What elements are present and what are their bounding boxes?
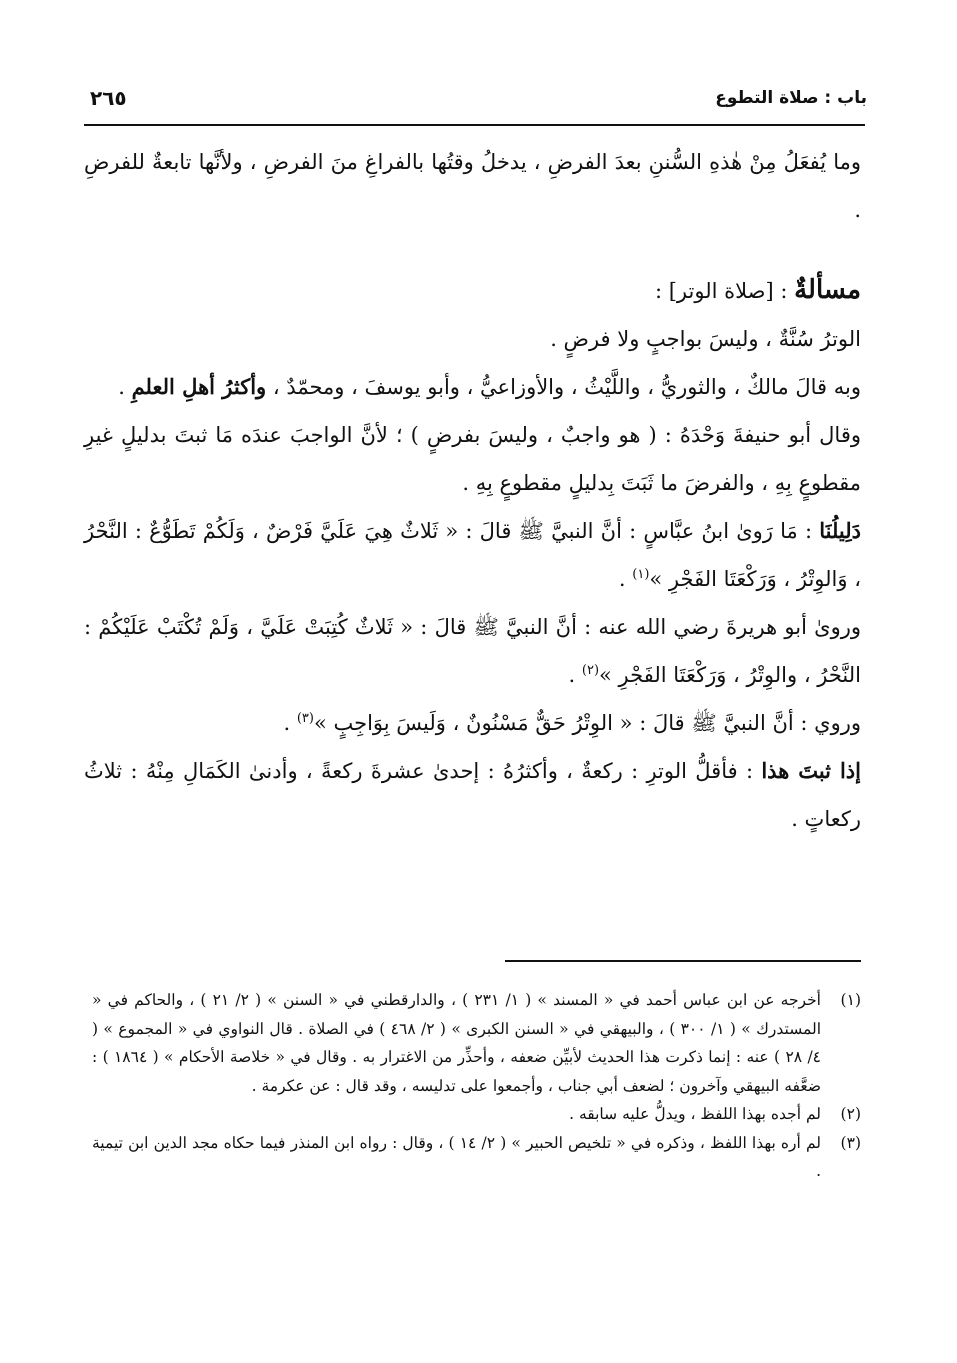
footnote-number: (١) [840, 991, 861, 1009]
evidence-label: دَلِيلُنَا [819, 518, 861, 543]
conclusion-text: : فأقلُّ الوترِ : ركعةٌ ، وأكثرُهُ : إحدىٰ عشرةَ ركعةً ، وأدنىٰ الكَمَالِ مِنْهُ : ثلاثُ ركعاتٍ . [84, 759, 861, 831]
running-header [90, 86, 867, 116]
footnote-number: (٢) [840, 1105, 861, 1123]
footnote-text: لم أجده بهذا اللفظ ، ويدلُّ عليه سابقه . [569, 1105, 821, 1123]
paragraph-intro: وما يُفعَلُ مِنْ هٰذهِ السُّننِ بعدَ الفرضِ ، يدخلُ وقتُها بالفراغِ منَ الفرضِ ، ولأنَّها تابعةٌ للفرضِ . [84, 150, 861, 222]
footnote-number: (٣) [840, 1133, 861, 1152]
scholars-bold: وأكثرُ أهلِ العلمِ [131, 374, 267, 399]
footnote-item [92, 1129, 861, 1186]
evidence-end: . [618, 567, 633, 591]
footnote-item [92, 986, 861, 1100]
footnotes [92, 986, 861, 1186]
evidence-3-text: وروي : أنَّ النبيَّ ﷺ قالَ : « الوِتْرُ حَقٌّ مَسْنُونٌ ، وَلَيسَ بِوَاجِبٍ » [313, 711, 861, 735]
chapter-title: باب : صلاة التطوع [715, 88, 867, 108]
masala-heading [84, 266, 861, 315]
conclusion-label: إذا ثبتَ هذا [761, 758, 861, 783]
footnote-separator [505, 960, 861, 962]
footnote-ref-2[interactable]: (٢) [581, 663, 600, 678]
masala-label: مسألةٌ [794, 275, 861, 305]
paragraph-evidence-3 [84, 699, 861, 747]
evidence-3-end: . [283, 711, 297, 735]
paragraph-ruling: الوترُ سُنَّةٌ ، وليسَ بواجبٍ ولا فرضٍ . [550, 327, 861, 351]
header-rule [84, 124, 865, 126]
paragraph-evidence-2 [84, 603, 861, 699]
footnote-ref-3[interactable]: (٣) [296, 711, 314, 726]
scholars-end: . [118, 375, 132, 399]
paragraph-scholars [84, 363, 861, 411]
evidence-2-text: وروىٰ أبو هريرةَ رضي الله عنه : أنَّ النبيَّ ﷺ قالَ : « ثَلاثٌ كُتِبَتْ عَلَيَّ ، وَلَمْ تُكْتَبْ عَلَيْكُمْ : النَّحْرُ ، والوِتْرُ ، وَرَكْعَتَا الفَجْرِ » [84, 615, 861, 687]
evidence-2-end: . [568, 663, 582, 687]
footnote-text: لم أره بهذا اللفظ ، وذكره في « تلخيص الحبير » ( ٢/ ١٤ ) ، وقال : رواه ابن المنذر فيما حكاه مجد الدين ابن تيمية . [92, 1133, 821, 1180]
paragraph-evidence-1 [84, 507, 861, 603]
footnote-text: أخرجه عن ابن عباس أحمد في « المسند » ( ١/ ٢٣١ ) ، والدارقطني في « السنن » ( ٢/ ٢١ ) ، والحاكم في « المستدرك » ( ١/ ٣٠٠ ) ، والبيهقي في « السنن الكبرى » ( ٢/ ٤٦٨ ) في الصلاة . قال النواوي في « المجموع » ( ٤/ ٢٨ ) عنه : إنما ذكرت هذا الحديث لأبيِّن ضعفه ، وأحذِّر من الاغترار به . وقال في « خلاصة الأحكام » ( ١٨٦٤ ) : ضعَّفه البيهقي وآخرون ؛ لضعف أبي جناب ، وأجمعوا على تدليسه ، وقد قال : عن عكرمة . [92, 991, 822, 1095]
scholars-text: وبه قالَ مالكٌ ، والثوريُّ ، واللَّيْثُ ، والأوزاعيُّ ، وأبو يوسفَ ، ومحمّدٌ ، [266, 375, 861, 399]
footnote-item [92, 1100, 861, 1129]
paragraph-abu-hanifa: وقال أبو حنيفةَ وَحْدَهُ : ( هو واجبٌ ، وليسَ بفرضٍ ) ؛ لأنَّ الواجبَ عندَه مَا ثبتَ بدليلٍ غيرِ مقطوعٍ بِهِ ، والفرضَ ما ثَبَتَ بِدليلٍ مقطوعٍ بِهِ . [84, 423, 861, 495]
main-text [84, 138, 861, 843]
evidence-text: : مَا رَوىٰ ابنُ عبَّاسٍ : أنَّ النبيَّ ﷺ قالَ : « ثَلاثٌ هِيَ عَلَيَّ فَرْضٌ ، وَلَكُمْ تَطَوُّعٌ : النَّحْرُ ، وَالوِتْرُ ، وَرَكْعَتَا الفَجْرِ » [84, 519, 861, 591]
paragraph-conclusion [84, 747, 861, 843]
masala-topic: : [صلاة الوتر] : [654, 279, 795, 303]
footnote-ref-1[interactable]: (١) [632, 567, 650, 582]
page-number: ٢٦٥ [90, 86, 127, 110]
